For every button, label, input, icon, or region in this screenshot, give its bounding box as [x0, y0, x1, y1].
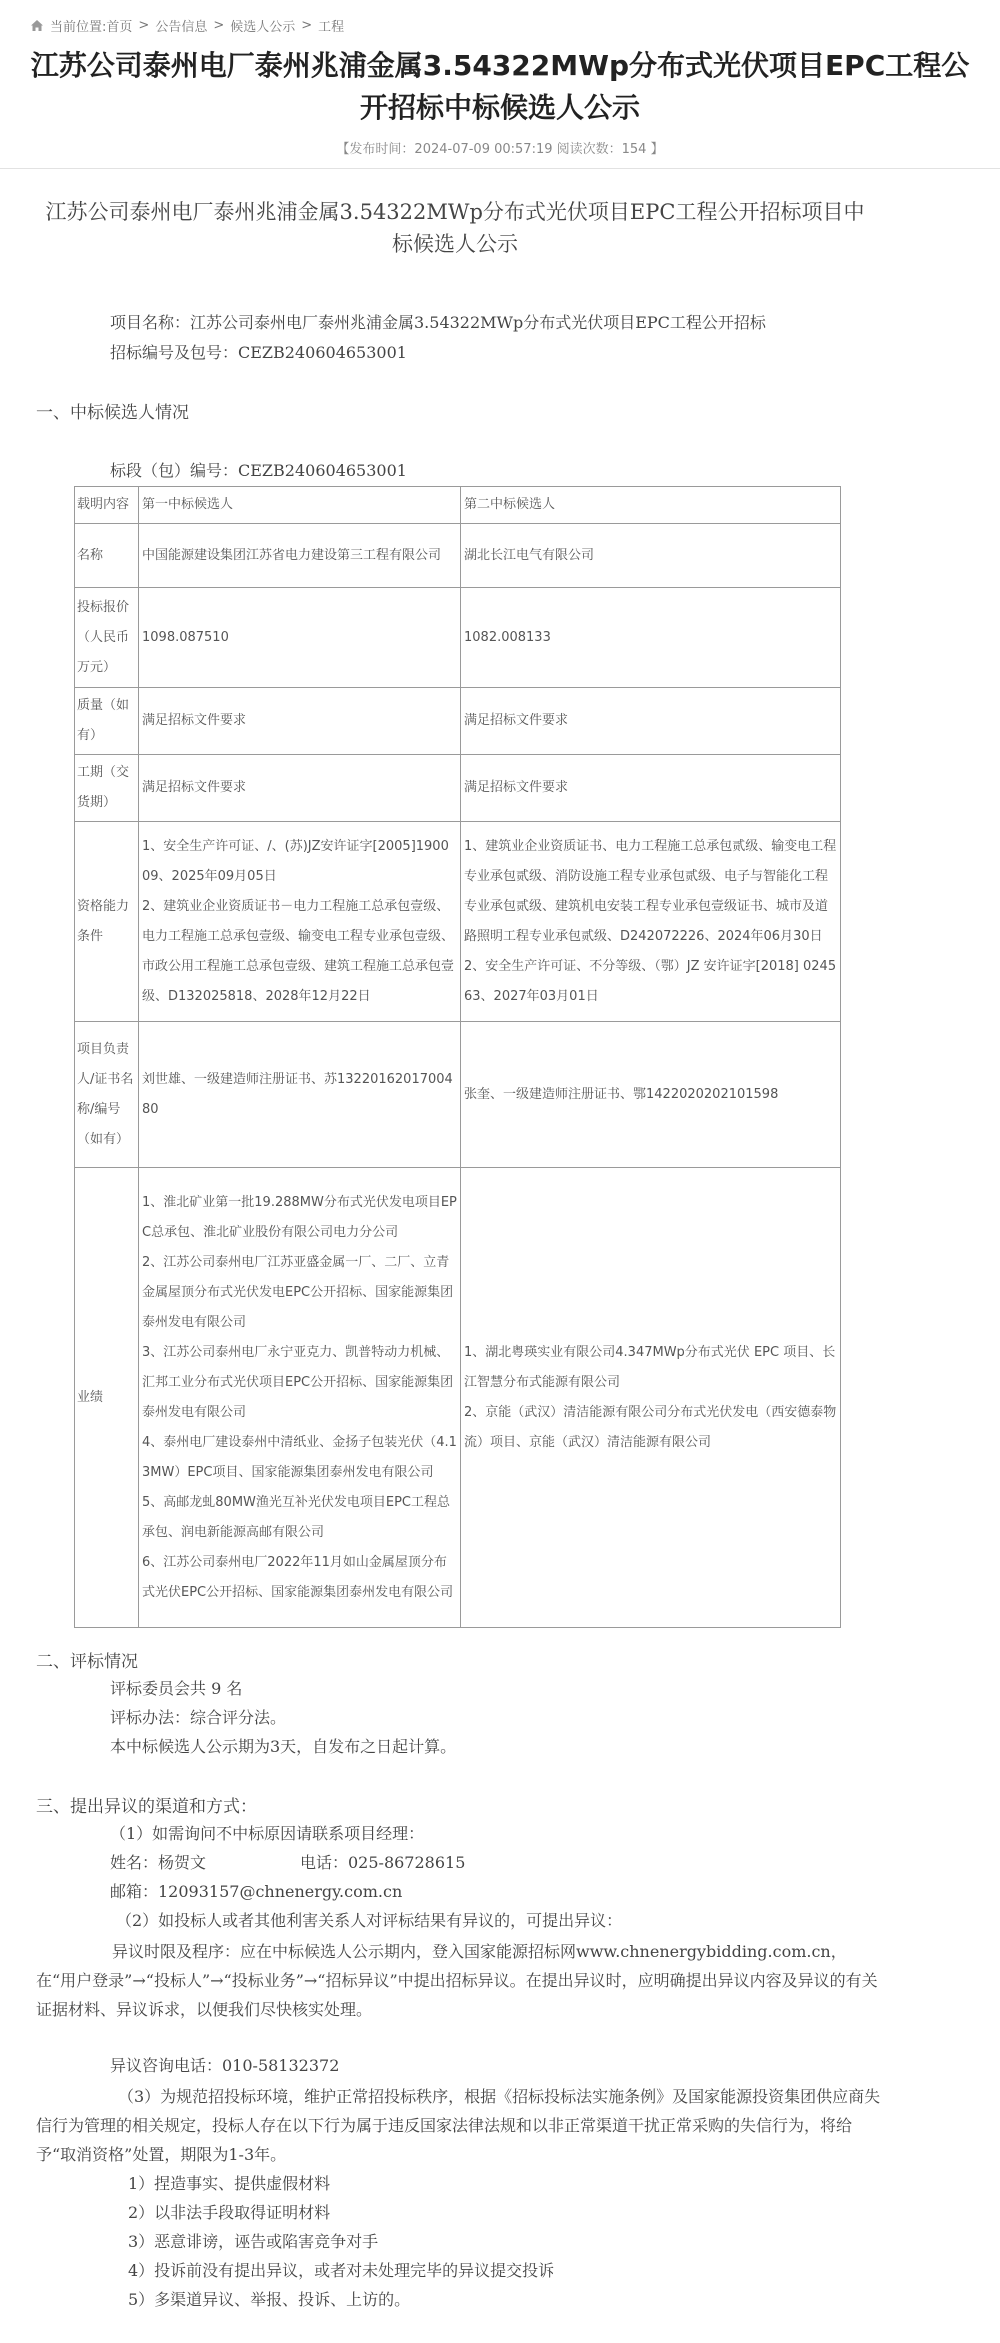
row-label: 质量（如有） — [75, 688, 139, 755]
candidate-1-cell: 满足招标文件要求 — [139, 755, 461, 822]
table-header-cell: 第二中标候选人 — [461, 487, 841, 524]
breadcrumb-separator: > — [213, 18, 225, 33]
candidate-2-cell: 1082.008133 — [461, 588, 841, 688]
breadcrumb-separator: > — [301, 18, 313, 33]
cell-line: 2、京能（武汉）清洁能源有限公司分布式光伏发电（西安德泰物流）项目、京能（武汉）清洁能源有限公司 — [464, 1404, 837, 1450]
candidate-1-cell: 中国能源建设集团江苏省电力建设第三工程有限公司 — [139, 524, 461, 588]
candidate-2-cell: 张奎、一级建造师注册证书、鄂1422020202101598 — [461, 1022, 841, 1168]
table-row — [75, 822, 841, 1022]
objection-procedure: 异议时限及程序：应在中标候选人公示期内，登入国家能源招标网www.chnenergybidding.com.cn，在“用户登录”→“投标人”→“投标业务”→“招标异议”中提出招标异议。在提出异议时，应明确提出异议内容及异议的有关证据材料、异议诉求，以便我们尽快核实处理。 — [36, 1942, 878, 2019]
candidate-1-cell: 刘世雄、一级建造师注册证书、苏1322016201700480 — [139, 1022, 461, 1168]
conduct-rules: （3）为规范招投标环境，维护正常招投标秩序，根据《招标投标法实施条例》及国家能源投资集团供应商失信行为管理的相关规定，投标人存在以下行为属于违反国家法律法规和以非正常渠道干扰正常采购的失信行为，将给予“取消资格”处置，期限为1-3年。 — [36, 2087, 881, 2164]
table-row — [75, 588, 841, 688]
breadcrumb-separator: > — [138, 18, 150, 33]
breadcrumb-item-notices[interactable]: 公告信息 — [155, 20, 208, 35]
cell-line: 2、安全生产许可证、不分等级、（鄂）JZ 安许证字[2018] 024563、2027年03月01日 — [464, 958, 837, 1004]
section-3-title: 三、提出异议的渠道和方式： — [36, 1797, 257, 1817]
publicity-period: 本中标候选人公示期为3天，自发布之日起计算。 — [110, 1737, 457, 1756]
cell-line: 2、建筑业企业资质证书－电力工程施工总承包壹级、电力工程施工总承包壹级、输变电工程专业承包壹级、市政公用工程施工总承包壹级、建筑工程施工总承包壹级、D132025818、2028年12月22日 — [142, 898, 455, 1004]
list-item: 5）多渠道异议、举报、投诉、上访的。 — [128, 2290, 411, 2309]
committee-count: 评标委员会共 9 名 — [110, 1679, 243, 1698]
cell-line: 1、湖北粤瑛实业有限公司4.347MWp分布式光伏 EPC 项目、长江智慧分布式能源有限公司 — [464, 1344, 836, 1390]
table-row — [75, 1168, 841, 1628]
violation-list — [128, 2169, 554, 2314]
candidate-2-cell: 满足招标文件要求 — [461, 755, 841, 822]
cell-line: 1、淮北矿业第一批19.288MW分布式光伏发电项目EPC总承包、淮北矿业股份有限公司电力分公司 — [142, 1194, 457, 1240]
project-name: 项目名称：江苏公司泰州电厂泰州兆浦金属3.54322MWp分布式光伏项目EPC工程公开招标 — [110, 313, 766, 332]
candidate-2-cell: 满足招标文件要求 — [461, 688, 841, 755]
cell-line: 6、江苏公司泰州电厂2022年11月如山金属屋顶分布式光伏EPC公开招标、国家能源集团泰州发电有限公司 — [142, 1554, 454, 1600]
section-2-title: 二、评标情况 — [36, 1652, 138, 1672]
table-row — [75, 1022, 841, 1168]
project-code: 招标编号及包号：CEZB240604653001 — [110, 343, 407, 362]
table-header-cell: 载明内容 — [75, 487, 139, 524]
evaluation-method: 评标办法：综合评分法。 — [110, 1708, 287, 1727]
list-item: 4）投诉前没有提出异议，或者对未处理完毕的异议提交投诉 — [128, 2261, 555, 2280]
contact-email[interactable]: 邮箱：12093157@chnenergy.com.cn — [110, 1882, 403, 1901]
cell-line: 2、江苏公司泰州电厂江苏亚盛金属一厂、二厂、立青金属屋顶分布式光伏发电EPC公开招标、国家能源集团泰州发电有限公司 — [142, 1254, 454, 1330]
contact-intro: （1）如需询问不中标原因请联系项目经理： — [110, 1824, 425, 1843]
cell-line: 1、安全生产许可证、/、(苏)JZ安许证字[2005]190009、2025年09月05日 — [142, 838, 449, 884]
objection-intro: （2）如投标人或者其他利害关系人对评标结果有异议的，可提出异议： — [116, 1911, 623, 1930]
contact-name: 姓名：杨贺文 — [110, 1853, 207, 1872]
breadcrumb — [30, 16, 344, 35]
publish-meta: 【发布时间：2024-07-09 00:57:19 阅读次数：154 】 — [336, 142, 664, 157]
cell-line: 3、江苏公司泰州电厂永宁亚克力、凯普特动力机械、汇邦工业分布式光伏项目EPC公开招标、国家能源集团泰州发电有限公司 — [142, 1344, 454, 1420]
cell-line: 4、泰州电厂建设泰州中清纸业、金扬子包装光伏（4.13MW）EPC项目、国家能源集团泰州发电有限公司 — [142, 1434, 457, 1480]
row-label: 投标报价（人民币万元） — [75, 588, 139, 688]
breadcrumb-item-engineering[interactable]: 工程 — [318, 20, 345, 35]
candidate-table — [74, 486, 841, 1628]
list-item: 3）恶意诽谤，诬告或陷害竞争对手 — [128, 2232, 379, 2251]
table-header-cell: 第一中标候选人 — [139, 487, 461, 524]
list-item: 1）捏造事实、提供虚假材料 — [128, 2174, 331, 2193]
notice-title: 江苏公司泰州电厂泰州兆浦金属3.54322MWp分布式光伏项目EPC工程公开招标项目中标候选人公示 — [45, 200, 865, 256]
page-title: 江苏公司泰州电厂泰州兆浦金属3.54322MWp分布式光伏项目EPC工程公开招标中标候选人公示 — [30, 49, 970, 124]
row-label: 业绩 — [75, 1168, 139, 1628]
home-icon — [30, 19, 44, 32]
row-label: 名称 — [75, 524, 139, 588]
candidate-1-cell: 满足招标文件要求 — [139, 688, 461, 755]
cell-line: 5、高邮龙虬80MW渔光互补光伏发电项目EPC工程总承包、润电新能源高邮有限公司 — [142, 1494, 451, 1540]
cell-line: 1、建筑业企业资质证书、电力工程施工总承包贰级、输变电工程专业承包贰级、消防设施工程专业承包贰级、电子与智能化工程专业承包贰级、建筑机电安装工程专业承包壹级证书、城市及道路照明工程专业承包贰级、D242072226、2024年06月30日 — [464, 838, 837, 944]
breadcrumb-item-candidates[interactable]: 候选人公示 — [230, 20, 296, 35]
row-label: 项目负责人/证书名称/编号（如有） — [75, 1022, 139, 1168]
contact-phone: 电话：025-86728615 — [300, 1853, 466, 1872]
list-item: 2）以非法手段取得证明材料 — [128, 2203, 331, 2222]
breadcrumb-prefix: 当前位置: — [50, 20, 107, 35]
table-row — [75, 755, 841, 822]
candidate-1-cell: 1098.087510 — [139, 588, 461, 688]
table-header-row — [75, 487, 841, 524]
candidate-2-cell — [461, 822, 841, 1022]
candidate-1-cell — [139, 822, 461, 1022]
row-label: 工期（交货期） — [75, 755, 139, 822]
divider — [0, 168, 1000, 169]
lot-code: 标段（包）编号：CEZB240604653001 — [110, 461, 407, 480]
candidate-1-cell — [139, 1168, 461, 1628]
row-label: 资格能力条件 — [75, 822, 139, 1022]
table-row — [75, 688, 841, 755]
objection-hotline: 异议咨询电话：010-58132372 — [110, 2056, 340, 2075]
section-1-title: 一、中标候选人情况 — [36, 403, 189, 423]
candidate-2-cell: 湖北长江电气有限公司 — [461, 524, 841, 588]
candidate-2-cell — [461, 1168, 841, 1628]
table-row — [75, 524, 841, 588]
breadcrumb-item-home[interactable]: 首页 — [106, 20, 133, 35]
